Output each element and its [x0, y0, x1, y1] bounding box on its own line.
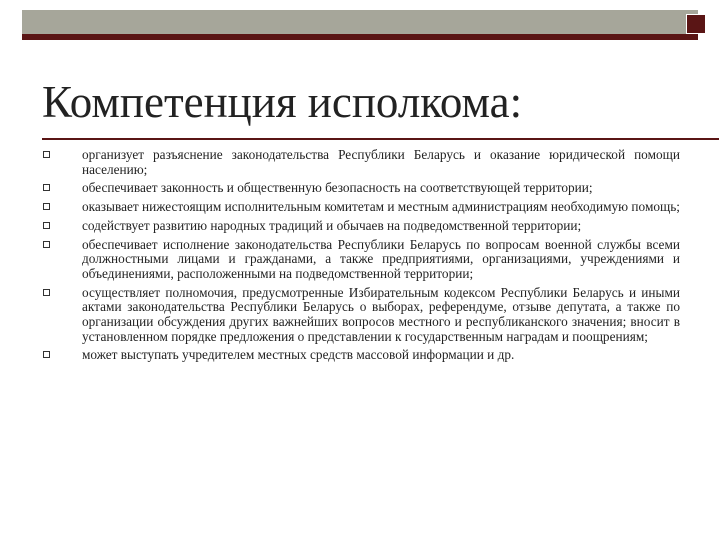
header-band: [22, 10, 698, 34]
list-item-text: может выступать учредителем местных средств массовой информации и др.: [82, 347, 515, 363]
hollow-square-icon: [43, 289, 50, 296]
list-item-text: обеспечивает законность и общественную безопасность на соответствующей территории;: [82, 180, 593, 196]
list-item: [40, 200, 680, 215]
slide-title: Компетенция исполкома:: [42, 77, 523, 127]
list-item-text: обеспечивает исполнение законодательства Республики Беларусь по вопросам военной службы всеми должностными лицами и гражданами, а также предприятиями, организациями, учреждениями и объединениями, расположенными на подведомственной территории;: [82, 236, 680, 281]
list-item-text: оказывает нижестоящим исполнительным комитетам и местным администрациям необходимую помощь;: [82, 199, 681, 215]
hollow-square-icon: [43, 184, 50, 191]
list-item: [40, 219, 680, 234]
list-item: [40, 148, 680, 177]
list-item: [40, 286, 680, 345]
list-item: [40, 181, 680, 196]
title-divider: [42, 138, 719, 140]
list-item: [40, 238, 680, 282]
list-item-text: осуществляет полномочия, предусмотренные Избирательным кодексом Республики Беларусь и иными актами законодательства Республики Беларусь о выборах, референдуме, отзыве депутата, а также по организации обсуждения других важнейших вопросов местного и республиканского значения; вносит в установленном порядке предложения о представлении к государственным наградам и поощрениям;: [82, 284, 680, 344]
hollow-square-icon: [43, 151, 50, 158]
hollow-square-icon: [43, 203, 50, 210]
competence-list: [40, 148, 680, 367]
list-item: [40, 348, 680, 363]
hollow-square-icon: [43, 241, 50, 248]
list-item-text: организует разъяснение законодательства Республики Беларусь и оказание юридической помощи населению;: [82, 147, 680, 177]
hollow-square-icon: [43, 222, 50, 229]
corner-square-decoration: [686, 14, 706, 34]
hollow-square-icon: [43, 351, 50, 358]
header-accent-line: [22, 34, 698, 40]
list-item-text: содействует развитию народных традиций и обычаев на подведомственной территории;: [82, 217, 582, 233]
